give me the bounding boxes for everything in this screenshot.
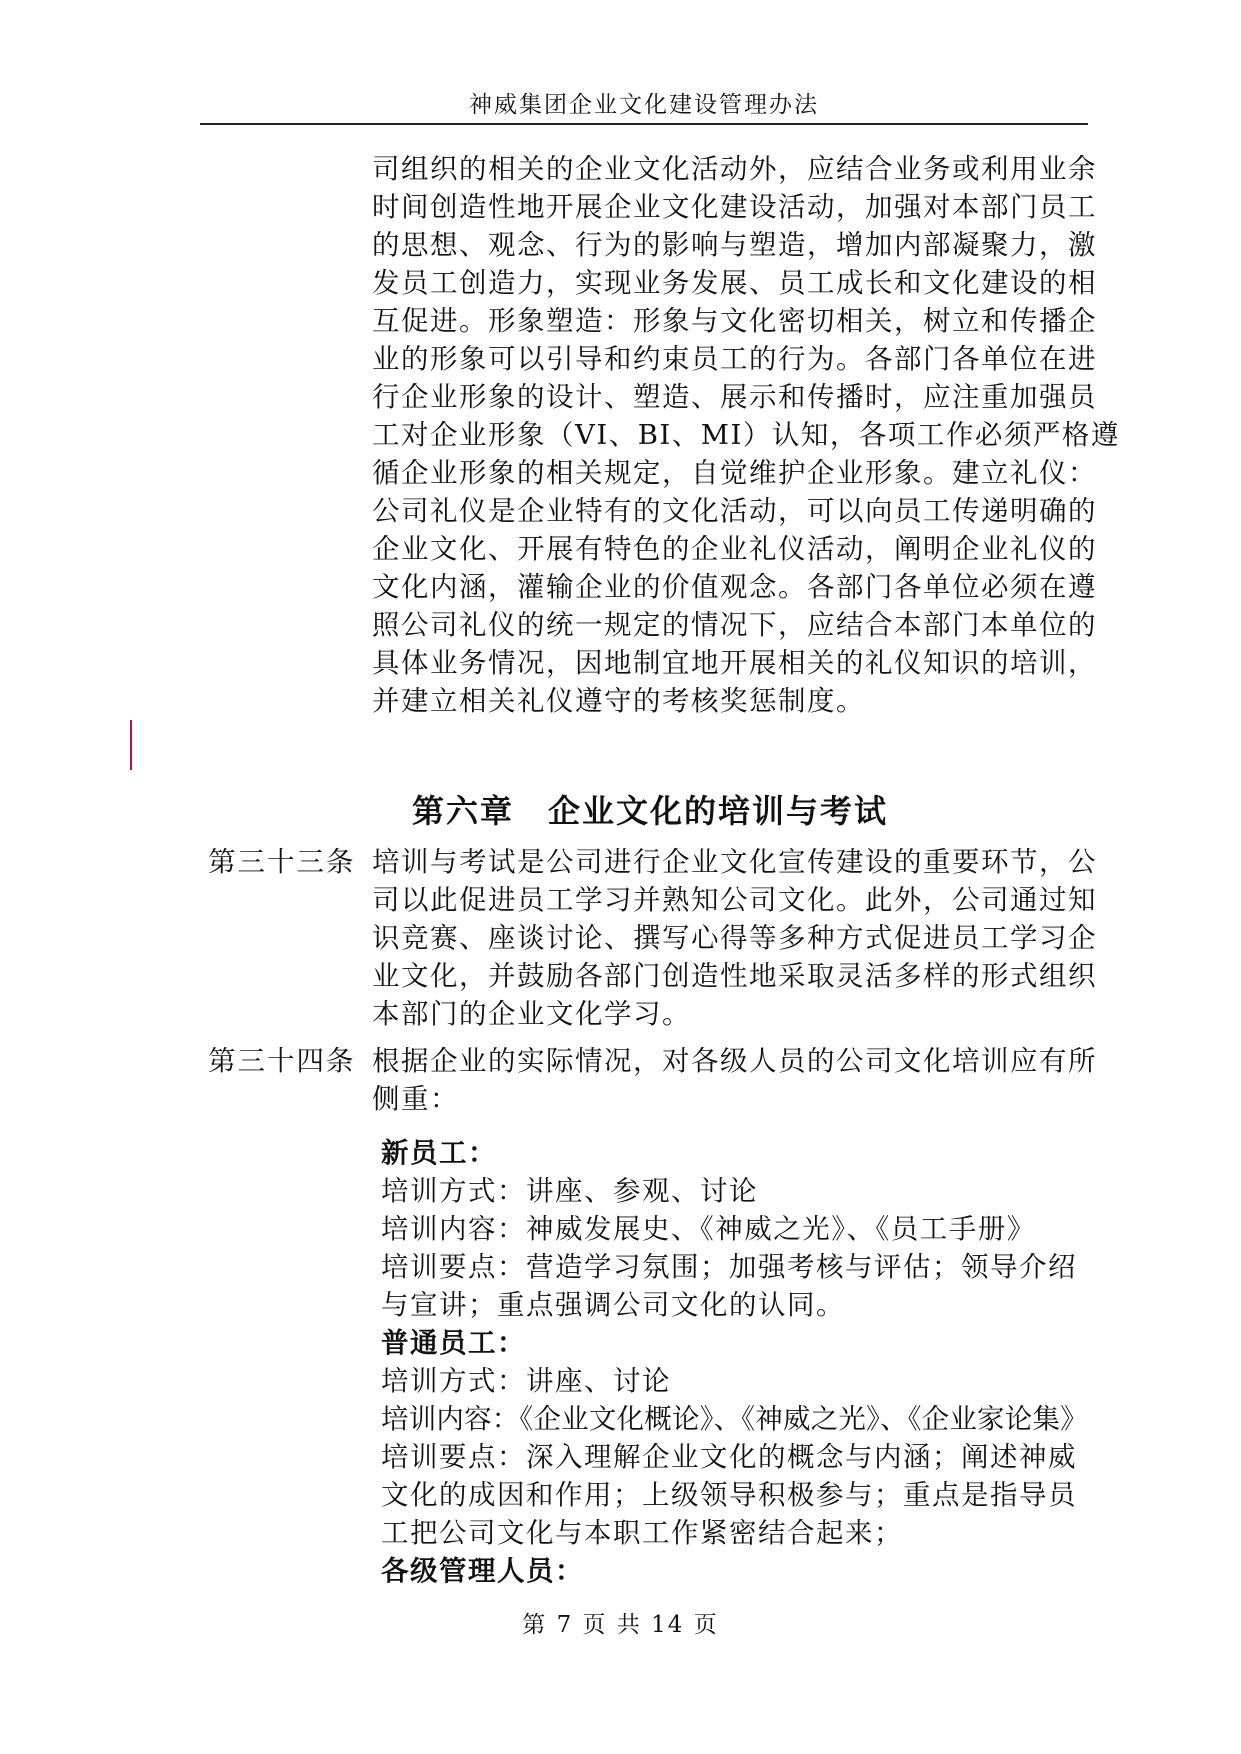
article-line: 司以此促进员工学习并熟知公司文化。此外，公司通过知 xyxy=(372,884,1097,916)
new-staff-heading: 新员工： xyxy=(381,1137,497,1169)
revision-bar xyxy=(130,720,132,770)
article-line: 根据企业的实际情况，对各级人员的公司文化培训应有所 xyxy=(372,1045,1097,1077)
training-line: 培训方式：讲座、参观、讨论 xyxy=(381,1175,758,1207)
regular-staff-heading: 普通员工： xyxy=(381,1327,526,1359)
paragraph-line: 行企业形象的设计、塑造、展示和传播时，应注重加强员 xyxy=(372,381,1097,413)
paragraph-line: 公司礼仪是企业特有的文化活动，可以向员工传递明确的 xyxy=(372,495,1097,527)
paragraph-line: 具体业务情况，因地制宜地开展相关的礼仪知识的培训， xyxy=(372,647,1097,679)
training-line: 培训方式：讲座、讨论 xyxy=(381,1365,671,1397)
paragraph-line: 业的形象可以引导和约束员工的行为。各部门各单位在进 xyxy=(372,343,1097,375)
page-header-title: 神威集团企业文化建设管理办法 xyxy=(469,92,819,118)
article-number: 第三十四条 xyxy=(208,1045,356,1077)
article-line: 识竞赛、座谈讨论、撰写心得等多种方式促进员工学习企 xyxy=(372,922,1097,954)
article-line: 本部门的企业文化学习。 xyxy=(372,998,691,1030)
chapter-title: 第六章 企业文化的培训与考试 xyxy=(412,792,889,830)
training-line: 培训内容：《企业文化概论》、《神威之光》、《企业家论集》 xyxy=(381,1403,1088,1435)
article-line: 培训与考试是公司进行企业文化宣传建设的重要环节，公 xyxy=(372,846,1097,878)
article-line: 侧重： xyxy=(372,1083,459,1115)
paragraph-line: 互促进。形象塑造：形象与文化密切相关，树立和传播企 xyxy=(372,305,1097,337)
paragraph-line: 司组织的相关的企业文化活动外，应结合业务或利用业余 xyxy=(372,153,1097,185)
page-number: 第 7 页 共 14 页 xyxy=(522,1612,719,1638)
header-divider xyxy=(200,123,1088,125)
paragraph-line: 企业文化、开展有特色的企业礼仪活动，阐明企业礼仪的 xyxy=(372,533,1097,565)
paragraph-line: 发员工创造力，实现业务发展、员工成长和文化建设的相 xyxy=(372,267,1097,299)
paragraph-line: 时间创造性地开展企业文化建设活动，加强对本部门员工 xyxy=(372,191,1097,223)
training-line: 文化的成因和作用；上级领导积极参与；重点是指导员 xyxy=(381,1479,1077,1511)
paragraph-line: 工对企业形象（VI、BI、MI）认知，各项工作必须严格遵 xyxy=(372,419,1120,451)
article-line: 业文化，并鼓励各部门创造性地采取灵活多样的形式组织 xyxy=(372,960,1097,992)
paragraph-line: 并建立相关礼仪遵守的考核奖惩制度。 xyxy=(372,685,865,717)
article-number: 第三十三条 xyxy=(208,846,356,878)
training-line: 与宣讲；重点强调公司文化的认同。 xyxy=(381,1289,845,1321)
paragraph-line: 的思想、观念、行为的影响与塑造，增加内部凝聚力，激 xyxy=(372,229,1097,261)
paragraph-line: 循企业形象的相关规定，自觉维护企业形象。建立礼仪： xyxy=(372,457,1097,489)
training-line: 工把公司文化与本职工作紧密结合起来； xyxy=(381,1517,903,1549)
training-line: 培训内容：神威发展史、《神威之光》、《员工手册》 xyxy=(381,1213,1036,1245)
training-line: 培训要点：营造学习氛围；加强考核与评估；领导介绍 xyxy=(381,1251,1077,1283)
paragraph-line: 文化内涵，灌输企业的价值观念。各部门各单位必须在遵 xyxy=(372,571,1097,603)
paragraph-line: 照公司礼仪的统一规定的情况下，应结合本部门本单位的 xyxy=(372,609,1097,641)
training-line: 培训要点：深入理解企业文化的概念与内涵；阐述神威 xyxy=(381,1441,1077,1473)
managers-heading: 各级管理人员： xyxy=(381,1555,584,1587)
